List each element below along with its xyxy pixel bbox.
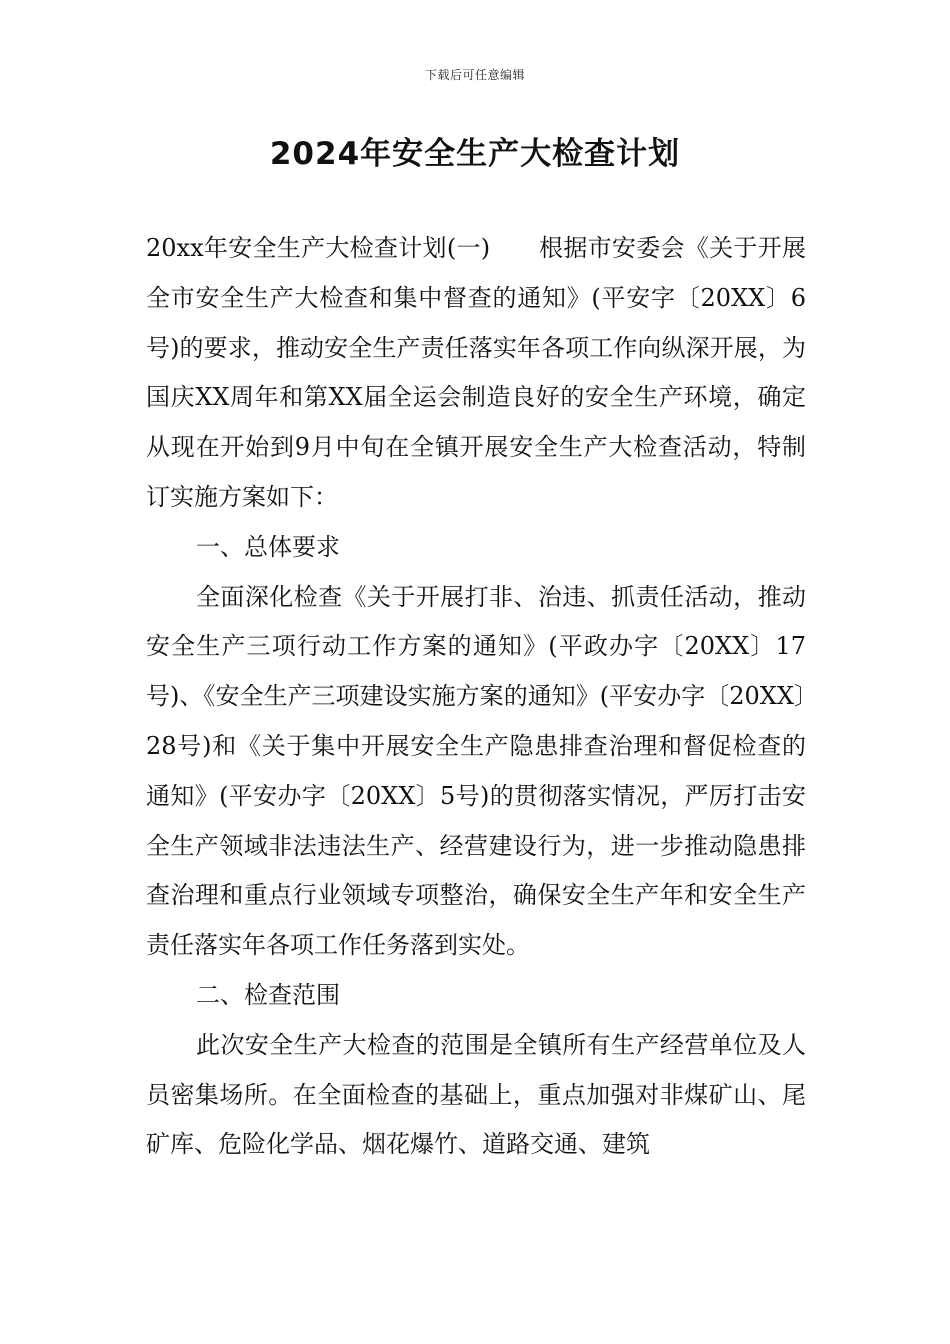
section-heading-inspection-scope: 二、检查范围 — [196, 980, 340, 1009]
intro-paragraph: 20xx年安全生产大检查计划(一) 根据市安委会《关于开展全市安全生产大检查和集中督查的通知》(平安字〔20XX〕6号)的要求，推动安全生产责任落实年各项工作向纵深开展，为国庆XX周年和第XX届全运会制造良好的安全生产环境，确定从现在开始到9月中旬在全镇开展安全生产大检查活动，特制订实施方案如下： — [146, 234, 806, 511]
general-requirements-paragraph: 全面深化检查《关于开展打非、治违、抓责任活动，推动安全生产三项行动工作方案的通知》(平政办字〔20XX〕17号)、《安全生产三项建设实施方案的通知》(平安办字〔20XX〕28号)和《关于集中开展安全生产隐患排查治理和督促检查的通知》(平安办字〔20XX〕5号)的贯彻落实情况，严厉打击安全生产领域非法违法生产、经营建设行为，进一步推动隐患排查治理和重点行业领域专项整治，确保安全生产年和安全生产责任落实年各项工作任务落到实处。 — [146, 582, 806, 960]
document-body — [146, 224, 806, 1170]
section-heading-general-requirements: 一、总体要求 — [196, 532, 340, 561]
inspection-scope-paragraph: 此次安全生产大检查的范围是全镇所有生产经营单位及人员密集场所。在全面检查的基础上，重点加强对非煤矿山、尾矿库、危险化学品、烟花爆竹、道路交通、建筑 — [146, 1030, 806, 1159]
document-title: 2024年安全生产大检查计划 — [269, 136, 681, 172]
header-note: 下载后可任意编辑 — [424, 68, 525, 82]
